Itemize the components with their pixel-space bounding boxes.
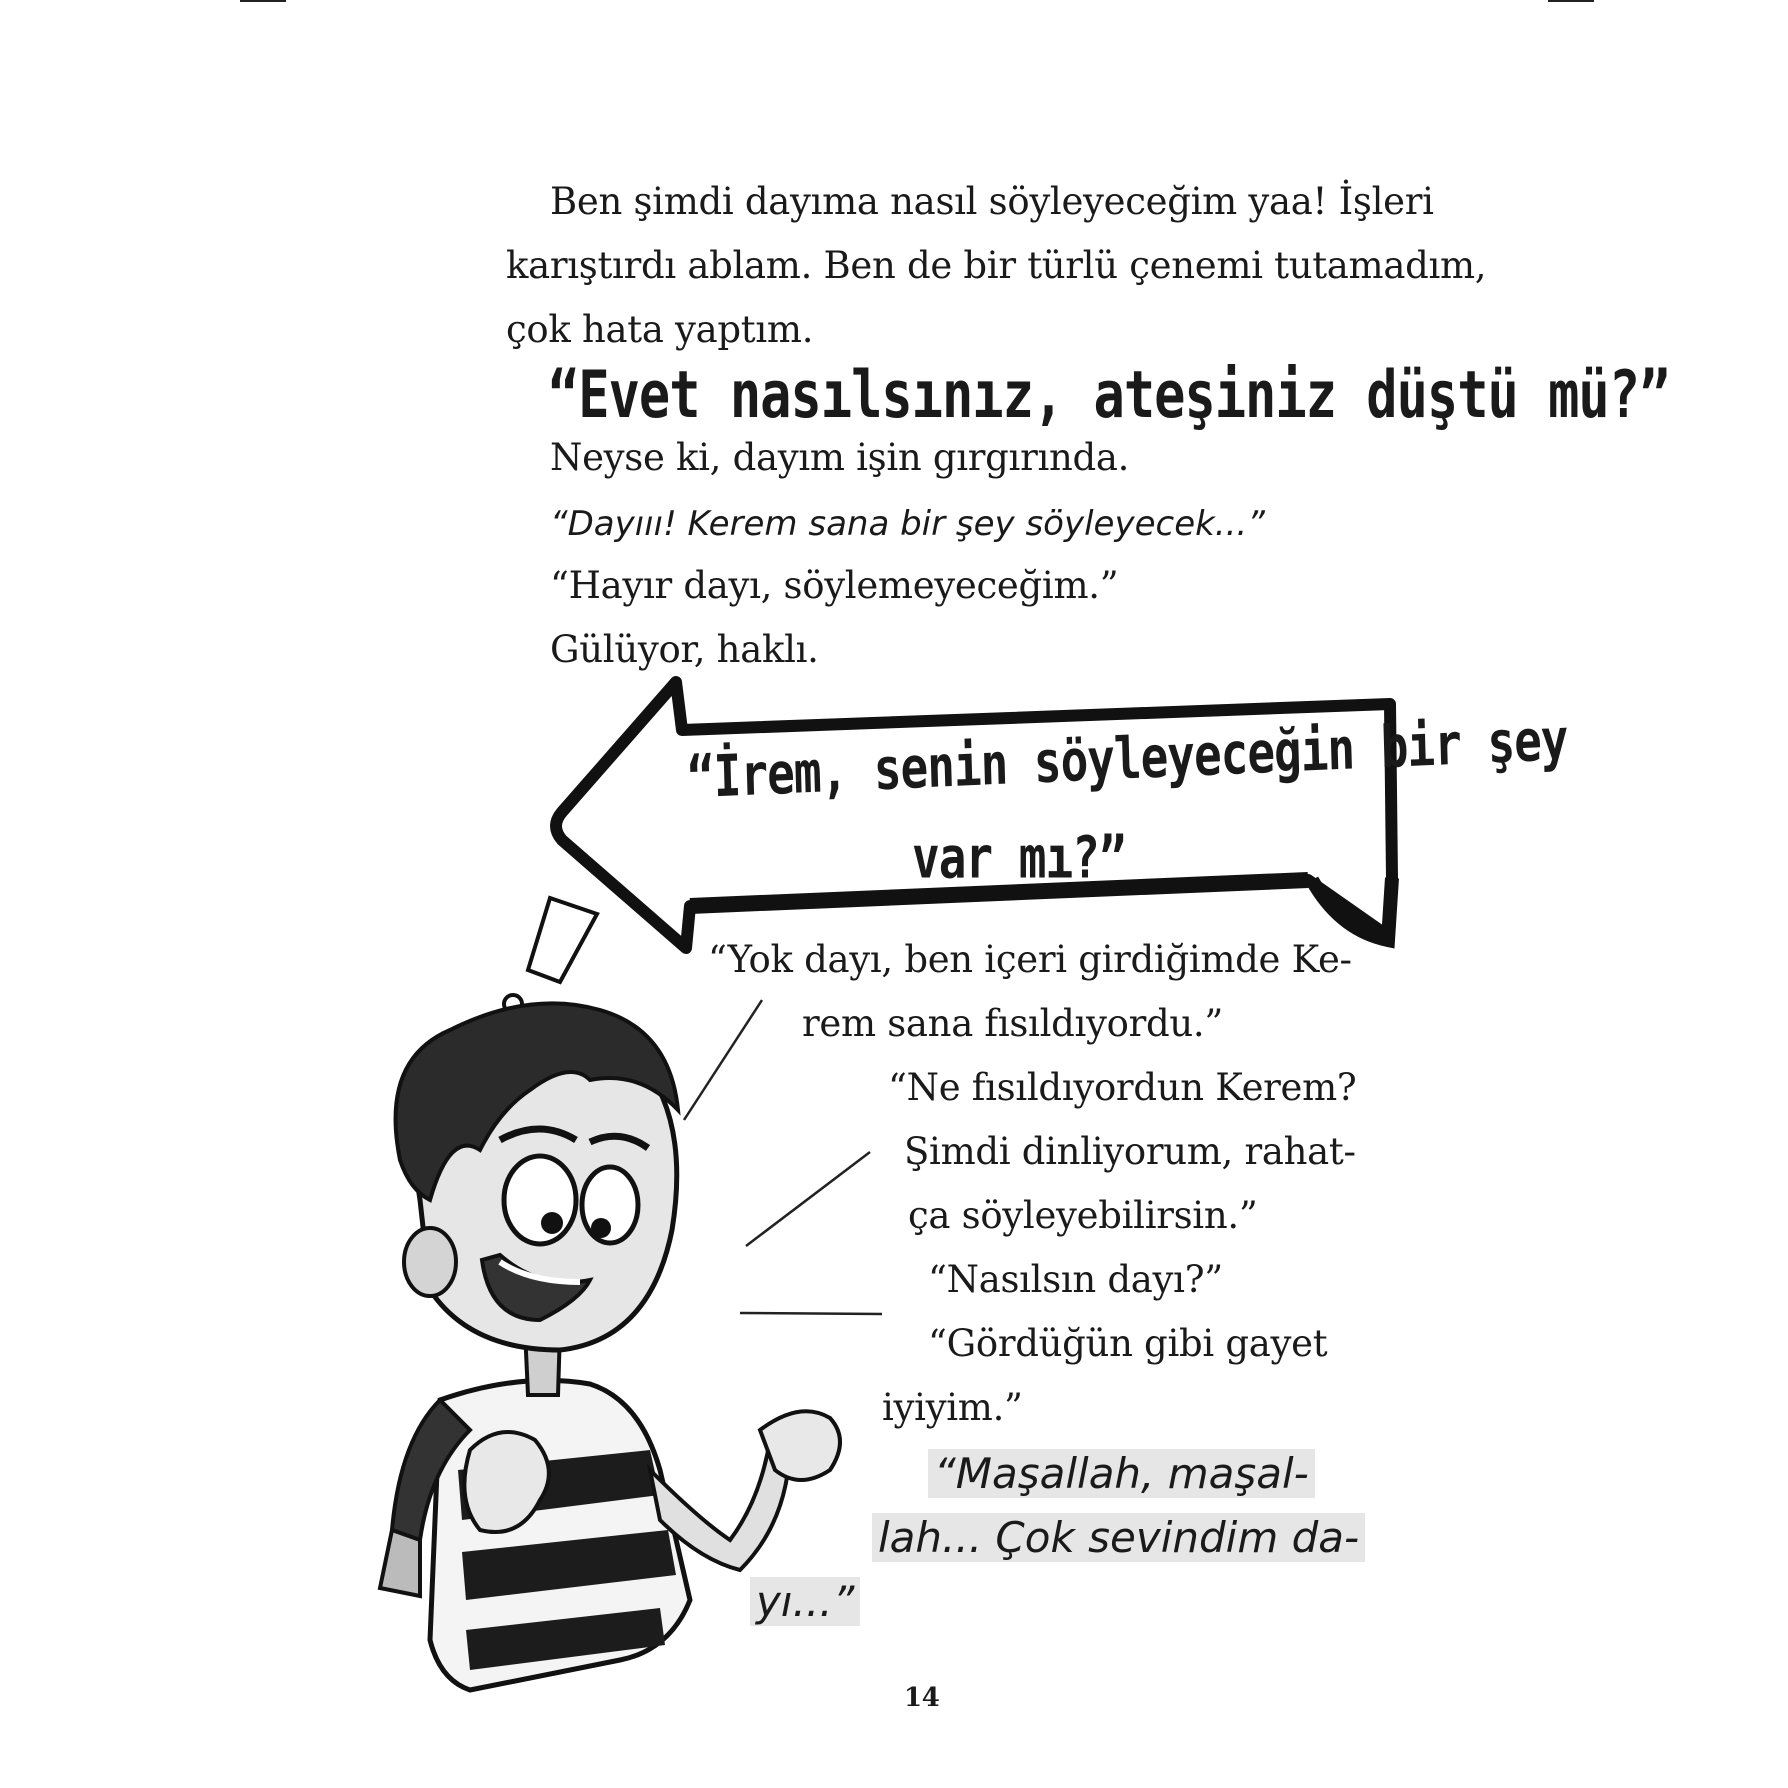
quote-fever: “Evet nasılsınız, ateşiniz düştü mü?” — [548, 358, 1670, 434]
masallah-line-3 — [750, 1572, 860, 1632]
dialogue-yok-1: “Yok dayı, ben içeri girdiğimde Ke- — [708, 938, 1352, 981]
dialogue-ne-2: Şimdi dinliyorum, rahat- — [904, 1130, 1356, 1173]
masallah-line-1 — [928, 1444, 1315, 1504]
dialogue-gordugun-2: iyiyim.” — [882, 1386, 1023, 1429]
masallah-highlight-3: yı...” — [750, 1577, 860, 1626]
hayir-line: “Hayır dayı, söylemeyeceğim.” — [550, 564, 1119, 607]
masallah-highlight-2: lah... Çok sevindim da- — [872, 1513, 1365, 1562]
paragraph-line-2: karıştırdı ablam. Ben de bir türlü çenemi tutamadım, — [506, 244, 1487, 287]
dialogue-yok-2: rem sana fısıldıyordu.” — [802, 1002, 1223, 1045]
bubble-text-line-1: “İrem, senin söyleyeceğin bir şey — [686, 705, 1569, 812]
dialogue-nasilsin: “Nasılsın dayı?” — [928, 1258, 1223, 1301]
page-number: 14 — [904, 1683, 940, 1713]
dialogue-gordugun-1: “Gördüğün gibi gayet — [928, 1322, 1328, 1365]
masallah-line-2 — [872, 1508, 1365, 1568]
dayiii-line: “Dayııı! Kerem sana bir şey söyleyecek...” — [550, 504, 1265, 544]
masallah-highlight-1: “Maşallah, maşal- — [928, 1449, 1315, 1498]
neyse-line: Neyse ki, dayım işin gırgırında. — [550, 436, 1130, 479]
exclamation-icon — [504, 898, 597, 1013]
dialogue-ne-3: ça söyleyebilirsin.” — [908, 1194, 1258, 1237]
paragraph-line-1: Ben şimdi dayıma nasıl söyleyeceğim yaa! İşleri — [550, 180, 1434, 223]
guluyor-line: Gülüyor, haklı. — [550, 628, 819, 671]
dialogue-ne-1: “Ne fısıldıyordun Kerem? — [888, 1066, 1357, 1109]
paragraph-line-3: çok hata yaptım. — [506, 308, 814, 351]
bubble-text-line-2: var mı?” — [912, 823, 1126, 892]
